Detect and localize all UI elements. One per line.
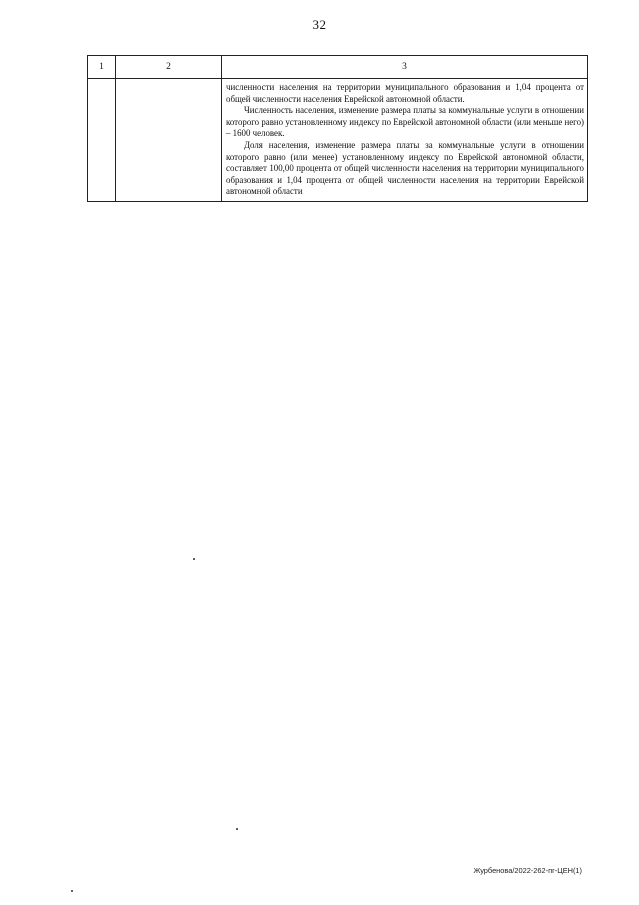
text-paragraph-population-count: Численность населения, изменение размера платы за коммунальные услуги в отношении которого равно установленному индексу по Еврейской автономной области (или меньше него) – 1600 человек.: [226, 105, 584, 139]
scan-speck: [193, 558, 195, 560]
scan-speck: [236, 828, 238, 830]
table-row: [88, 79, 588, 202]
document-table: [87, 55, 588, 202]
table-cell-col-1: [88, 79, 116, 202]
table-cell-col-2: [116, 79, 222, 202]
table-header-col-2: 2: [116, 56, 222, 79]
scan-speck: [71, 890, 73, 892]
text-paragraph-population-share: Доля населения, изменение размера платы за коммунальные услуги в отношении которого равно (или менее) установленному индексу по Еврейской автономной области, составляет 100,00 процента от общей численности населения на территории муниципального образования и 1,04 процента от общей численности населения на территории Еврейской автономной области: [226, 139, 584, 197]
table-header-row: [88, 56, 588, 79]
table-header-col-3: 3: [222, 56, 588, 79]
document-reference-footer: Журбенова/2022-262-пг-ЦЕН(1): [473, 866, 582, 875]
table-cell-col-3: [222, 79, 588, 202]
page-number: 32: [312, 17, 327, 32]
text-paragraph-continuation: численности населения на территории муниципального образования и 1,04 процента от общей численности населения Еврейской автономной области.: [226, 82, 584, 104]
table-header-col-1: 1: [88, 56, 116, 79]
